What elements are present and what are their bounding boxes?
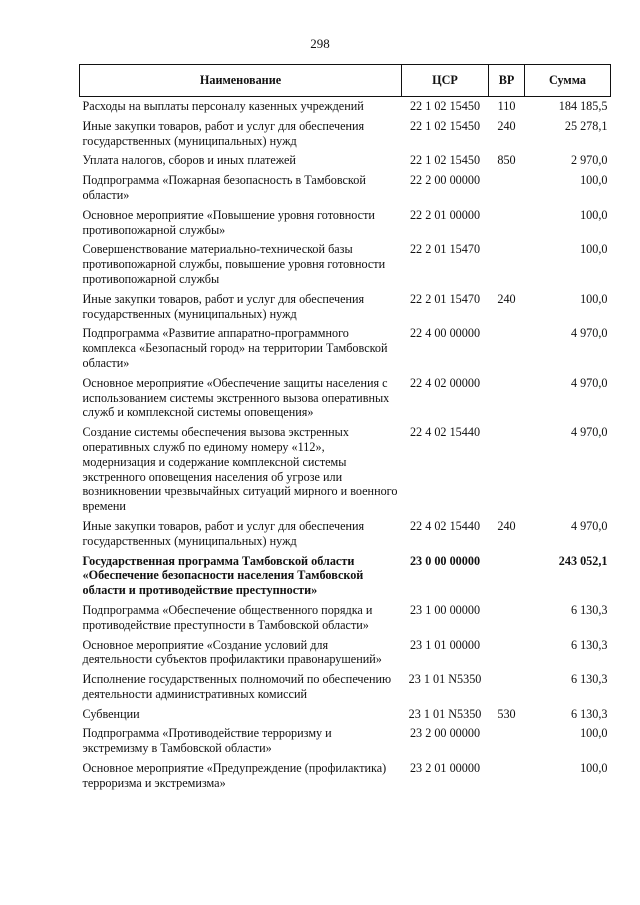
row-name: Уплата налогов, сборов и иных платежей bbox=[82, 153, 296, 168]
header-sum: Сумма bbox=[525, 65, 611, 97]
table-row bbox=[80, 97, 611, 119]
row-sum: 6 130,3 bbox=[570, 672, 608, 687]
row-name: Подпрограмма «Противодействие терроризму и экстремизму в Тамбовской области» bbox=[82, 726, 332, 756]
table-row bbox=[80, 761, 611, 796]
row-name: Расходы на выплаты персоналу казенных учреждений bbox=[82, 99, 364, 113]
table-row-program-total bbox=[80, 554, 611, 603]
budget-table bbox=[79, 64, 611, 796]
row-csr: 23 1 01 N5350 bbox=[408, 706, 482, 721]
row-csr: 22 4 02 15440 bbox=[409, 425, 481, 440]
header-name: Наименование bbox=[80, 65, 402, 97]
row-name: Создание системы обеспечения вызова экстренных оперативных служб по единому номеру «112», модернизация и содержание комплексной системы экстренного оповещения населения об угрозе или возникновении чрезвычайных ситуаций мирного и военного времени bbox=[82, 425, 398, 514]
row-sum: 100,0 bbox=[580, 173, 608, 188]
table-row bbox=[80, 173, 611, 208]
row-name: Основное мероприятие «Предупреждение (профилактика) терроризма и экстремизма» bbox=[82, 761, 387, 790]
row-sum: 4 970,0 bbox=[570, 326, 608, 341]
table-row bbox=[80, 707, 611, 727]
row-csr: 23 1 00 00000 bbox=[409, 602, 481, 617]
row-sum: 243 052,1 bbox=[558, 553, 608, 568]
row-name: Государственная программа Тамбовской области «Обеспечение безопасности населения Тамбовской области и противодействие преступности» bbox=[82, 553, 364, 598]
row-vr bbox=[489, 672, 525, 707]
row-vr bbox=[489, 726, 525, 761]
row-vr: 850 bbox=[497, 153, 516, 168]
row-csr: 22 1 02 15450 bbox=[409, 99, 481, 113]
row-csr: 23 0 00 00000 bbox=[409, 553, 481, 568]
row-sum: 25 278,1 bbox=[564, 118, 608, 133]
row-sum: 100,0 bbox=[580, 726, 608, 741]
row-csr: 23 2 01 00000 bbox=[409, 761, 481, 776]
table-row bbox=[80, 153, 611, 173]
row-sum: 4 970,0 bbox=[570, 375, 608, 390]
table-row bbox=[80, 208, 611, 243]
row-vr: 240 bbox=[497, 118, 516, 133]
row-vr bbox=[489, 425, 525, 519]
row-vr bbox=[489, 173, 525, 208]
row-vr bbox=[489, 554, 525, 603]
table-row bbox=[80, 603, 611, 638]
row-csr: 22 2 00 00000 bbox=[409, 173, 481, 188]
row-sum: 100,0 bbox=[580, 761, 608, 776]
row-name: Субвенции bbox=[82, 706, 140, 721]
row-name: Подпрограмма «Обеспечение общественного порядка и противодействие преступности в Тамбовской области» bbox=[82, 602, 373, 632]
row-csr: 23 1 01 00000 bbox=[409, 637, 481, 652]
row-sum: 6 130,3 bbox=[570, 706, 608, 721]
row-sum: 4 970,0 bbox=[570, 425, 608, 440]
row-csr: 22 2 01 00000 bbox=[409, 207, 481, 222]
row-name: Подпрограмма «Пожарная безопасность в Тамбовской области» bbox=[82, 173, 366, 202]
row-sum: 100,0 bbox=[580, 242, 608, 257]
row-name: Иные закупки товаров, работ и услуг для обеспечения государственных (муниципальных) нужд bbox=[82, 118, 365, 148]
row-csr: 22 1 02 15450 bbox=[409, 153, 481, 168]
page-number: 298 bbox=[310, 36, 330, 51]
row-csr: 22 2 01 15470 bbox=[409, 291, 481, 306]
row-vr bbox=[489, 242, 525, 291]
row-sum: 184 185,5 bbox=[558, 99, 608, 113]
table-row bbox=[80, 292, 611, 327]
row-csr: 22 4 02 15440 bbox=[409, 518, 481, 533]
row-csr: 23 2 00 00000 bbox=[409, 726, 481, 741]
table-row bbox=[80, 672, 611, 707]
row-sum: 6 130,3 bbox=[570, 602, 608, 617]
row-name: Подпрограмма «Развитие аппаратно-программного комплекса «Безопасный город» на территории Тамбовской области» bbox=[82, 326, 388, 370]
row-vr bbox=[489, 638, 525, 673]
row-sum: 6 130,3 bbox=[570, 637, 608, 652]
table-header-row bbox=[80, 65, 611, 97]
row-vr: 240 bbox=[497, 291, 516, 306]
table-row bbox=[80, 326, 611, 375]
row-vr: 110 bbox=[497, 99, 516, 113]
row-vr bbox=[489, 603, 525, 638]
row-csr: 22 4 02 00000 bbox=[409, 375, 481, 390]
table-row bbox=[80, 425, 611, 519]
header-vr: ВР bbox=[489, 65, 525, 97]
row-vr: 240 bbox=[497, 518, 516, 533]
row-name: Основное мероприятие «Создание условий для деятельности субъектов профилактики правонарушений» bbox=[82, 637, 382, 667]
table-row bbox=[80, 376, 611, 425]
table-row bbox=[80, 519, 611, 554]
row-name: Исполнение государственных полномочий по обеспечению деятельности административных комиссий bbox=[82, 672, 392, 701]
row-vr bbox=[489, 376, 525, 425]
row-csr: 22 2 01 15470 bbox=[409, 242, 481, 257]
row-name: Основное мероприятие «Обеспечение защиты населения с использованием системы экстренного вызова оперативных служб и комплексной системы оповещения» bbox=[82, 375, 390, 420]
row-csr: 22 1 02 15450 bbox=[409, 118, 481, 133]
table-row bbox=[80, 638, 611, 673]
row-name: Иные закупки товаров, работ и услуг для обеспечения государственных (муниципальных) нужд bbox=[82, 518, 365, 548]
row-vr bbox=[489, 326, 525, 375]
row-name: Совершенствование материально-технической базы противопожарной службы, повышение уровня готовности противопожарной службы bbox=[82, 242, 386, 286]
table-row bbox=[80, 119, 611, 154]
header-csr: ЦСР bbox=[402, 65, 489, 97]
row-csr: 22 4 00 00000 bbox=[409, 326, 481, 341]
row-vr: 530 bbox=[497, 706, 516, 721]
row-name: Иные закупки товаров, работ и услуг для обеспечения государственных (муниципальных) нужд bbox=[82, 291, 365, 321]
row-sum: 4 970,0 bbox=[570, 518, 608, 533]
table-row bbox=[80, 242, 611, 291]
row-vr bbox=[489, 761, 525, 796]
row-vr bbox=[489, 208, 525, 243]
row-sum: 2 970,0 bbox=[570, 153, 608, 168]
row-csr: 23 1 01 N5350 bbox=[408, 672, 482, 687]
row-sum: 100,0 bbox=[580, 207, 608, 222]
row-name: Основное мероприятие «Повышение уровня готовности противопожарной службы» bbox=[82, 207, 375, 237]
table-row bbox=[80, 726, 611, 761]
row-sum: 100,0 bbox=[580, 291, 608, 306]
